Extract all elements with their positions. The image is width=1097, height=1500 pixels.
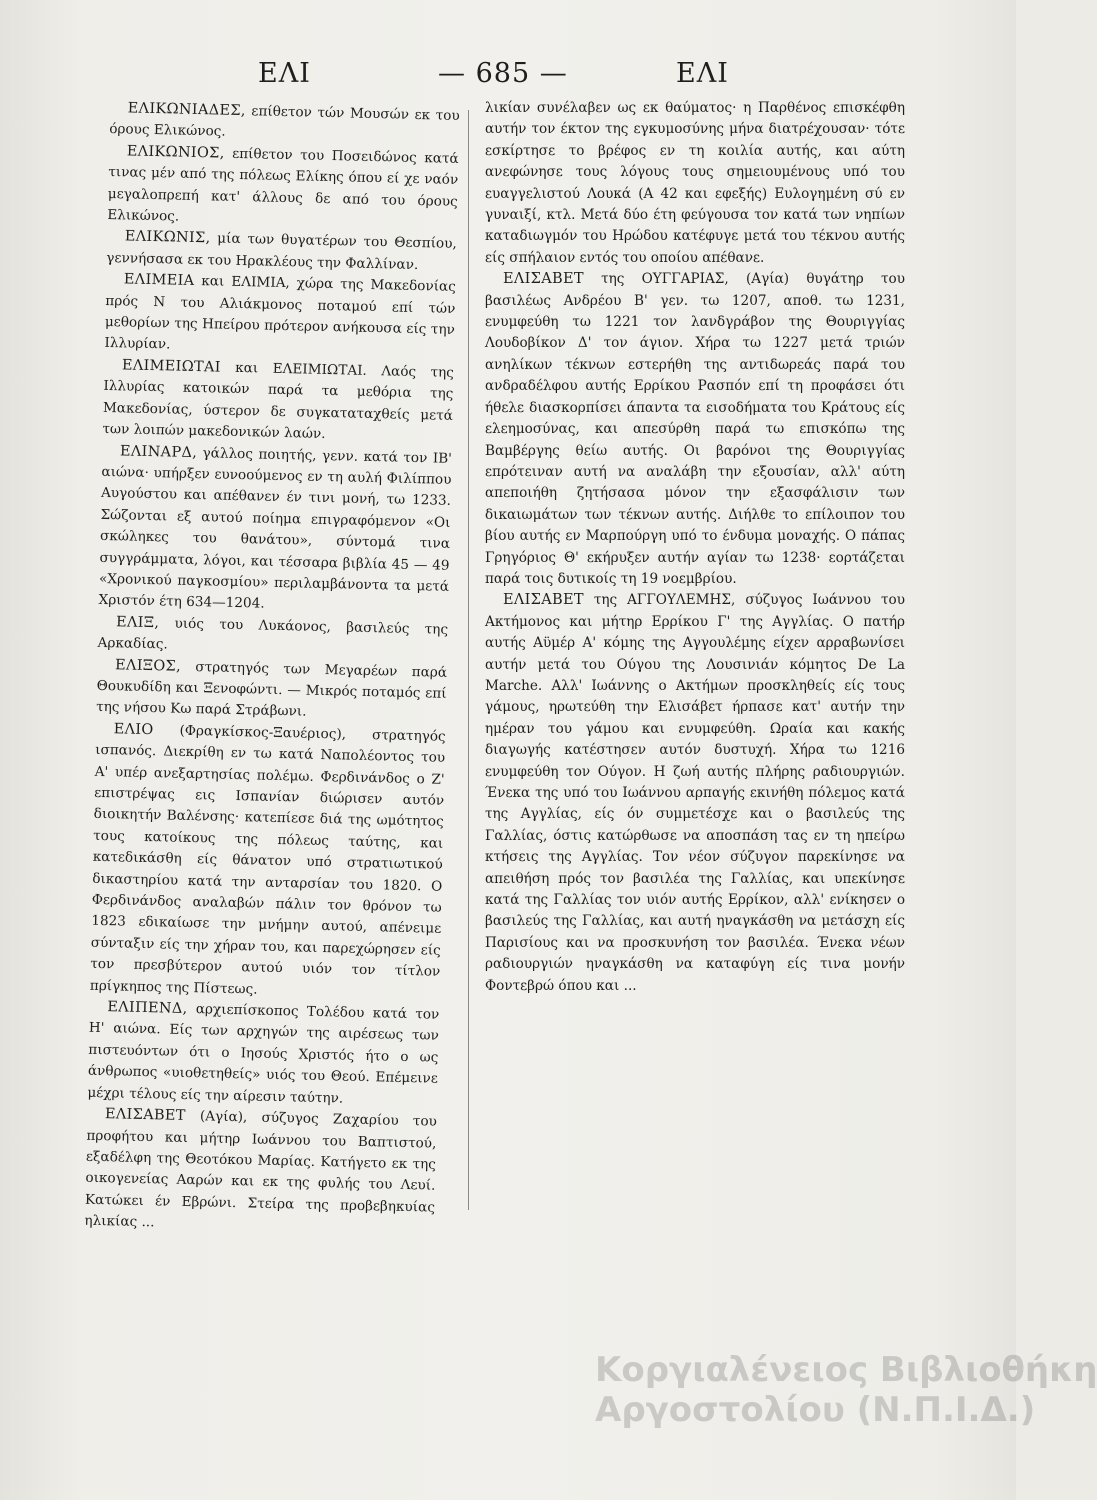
entry-text: (Φραγκίσκος-Ξαυέριος), στρατηγός ισπανός. Διεκρίθη εν τω κατά Ναπολέοντος του Α' υπέρ ανεξαρτησίας πολέμω. Φερδινάνδος ο Ζ' επιστρέψας εις Ισπανίαν διώρισεν αυτόν διοικητήν Βαλένσης· κατεπίεσε διά της ωμότητος τους κατοίκους της πόλεως ταύτης, και κατεδικάσθη είς θάνατον υπό στρατιωτικού δικαστηρίου κατά την ανταρσίαν του 1820. Ο Φερδινάνδος αναλαβών πάλιν τον θρόνον τω 1823 εδικαίωσε την μνήμην αυτού, απένειμε σύνταξιν είς την χήραν του, και παρεχώρησεν είς τον πρεσβύτερον αυτού υιόν τον τίτλον πρίγκηπος της Πίστεως. xyxy=(89,721,446,998)
dictionary-entry xyxy=(97,612,448,663)
entry-text: αρχιεπίσκοπος Τολέδου κατά τον Η' αιώνα. Είς των αρχηγών της αιρέσεως των πιστευόντων ότι ο Ιησούς Χριστός ήτο ο ως άνθρωπος «υιοθετηθείς» υιός του Θεού. Επέμεινε μέχρι τέλους είς την αίρεσιν ταύτην. xyxy=(87,1001,440,1107)
watermark-line-1: Κοργιαλένειος Βιβλιοθήκη xyxy=(595,1350,1097,1390)
dictionary-entry xyxy=(485,269,905,590)
right-column xyxy=(485,98,905,997)
dictionary-entry xyxy=(98,440,452,619)
left-column xyxy=(84,98,460,1240)
dictionary-entry xyxy=(84,1104,437,1240)
entry-headword: ΕΛΙΣΑΒΕΤ xyxy=(503,271,584,288)
entry-headword: ΕΛΙΜΕΙΑ xyxy=(123,271,195,290)
entry-headword: ΕΛΙΣΑΒΕΤ xyxy=(503,592,584,609)
entry-text: μία των θυγατέρων του Θεσπίου, γεννήσασα εκ του Ηρακλέους την Φαλλίναν. xyxy=(106,230,457,273)
entry-headword: ΕΛΙΜΕΙΩΤΑΙ xyxy=(121,357,221,376)
entry-headword: ΕΛΙΚΩΝΙΟΣ, xyxy=(126,143,225,162)
entry-text: επίθετον τών Μουσών εκ του όρους Ελικώνος. xyxy=(109,103,460,141)
dictionary-entry xyxy=(107,141,459,235)
dictionary-entry xyxy=(96,654,447,726)
entry-headword: ΕΛΙΣΑΒΕΤ xyxy=(104,1106,186,1125)
entry-headword: ΕΛΙΚΩΝΙΣ, xyxy=(124,228,211,247)
dictionary-entry xyxy=(87,997,439,1112)
header-left: ΕΛΙ xyxy=(258,58,311,89)
entry-headword: ΕΛΙΝΑΡΔ, xyxy=(119,442,198,461)
page-header xyxy=(0,58,1016,98)
dictionary-entry xyxy=(104,269,456,363)
entry-text: και ΕΛΙΜΙΑ, χώρα της Μακεδονίας πρός Ν του Αλιάκμονος ποταμού επί τών μεθορίων της Ηπείρου πρότερον ανήκουσα είς την Ιλλυρίαν. xyxy=(104,273,456,353)
entry-headword: ΕΛΙΞΟΣ, xyxy=(114,656,182,675)
entry-text: της ΟΥΓΓΑΡΙΑΣ, (Αγία) θυγάτηρ του βασιλέως Ανδρέου Β' γεν. τω 1207, αποθ. τω 1231, ενυμφεύθη τω 1221 τον λανδγράβον της Θουριγγίας Λουδοβίκον Δ' τον άγιον. Χήρα τω 1227 μετά τριών ανηλίκων τέκνων εστερήθη της αντιδωρεάς παρά του ανδραδέλφου αυτής Ερρίκου Ρασπόν επί τη προφάσει ότι ήθελε διασκορπίσει άπαντα τα εισοδήματα του Κράτους είς ελεημοσύνας, και απεσύρθη παρά τω επισκόπω της Βαμβέργης θείω αυτής. Οι βαρόνοι της Θουριγγίας επρότειναν αυτή να αναλάβη την εξουσίαν, αλλ' αύτη απεποιήθη ζητήσασα μόνον την εξασφάλισιν των δικαιωμάτων των τέκνων αυτής. Διήλθε το επίλοιπον του βίου αυτής εν Μαρπούργη υπό το ένδυμα μοναχής. Ο πάπας Γρηγόριος Θ' εκήρυξεν αυτήν αγίαν τω 1238· εορτάζεται παρά τοις δυτικοίς τη 19 νοεμβρίου. xyxy=(485,271,905,587)
dictionary-entry xyxy=(90,719,446,1005)
entry-text: της ΑΓΓΟΥΛΕΜΗΣ, σύζυγος Ιωάννου του Ακτήμονος και μήτηρ Ερρίκου Γ' της Αγγλίας. Ο πατήρ αυτής Αϋμέρ Α' κόμης της Αγγουλέμης είχεν αρραβωνίσει αυτήν μετά του Ούγου της Λουσινιάν κόμητος De La Marche. Αλλ' Ιωάννης ο Ακτήμων προσκληθείς είς τους γάμους, ηρωτεύθη την Ελισάβετ ήρπασε κατ' αυτήν την ημέραν του γάμου και ενυμφεύθη. Ωραία και κακής διαγωγής κατέστησεν αυτόν δυστυχή. Χήρα τω 1216 ενυμφεύθη τον Ούγον. Η ζωή αυτής πλήρης ραδιουργιών. Ένεκα της υπό του Ιωάννου αρπαγής εκινήθη πόλεμος κατά της Αγγλίας, είς όν συμμετέσχε και ο βασιλεύς της Γαλλίας, όστις κατώρθωσε να αποσπάση τας εν τη ηπείρω κτήσεις της Αγγλίας. Τον νέον σύζυγον παρεκίνησε να απειθήση πρός τον βασιλέα της Γαλλίας, και υπεκίνησε κατά της Γαλλίας τον υιόν αυτής Ερρίκον, αλλ' ενίκησεν ο βασιλεύς της Γαλλίας, και αυτή ηναγκάσθη να μετάσχη είς Παρισίους και να προσκυνήση τον βασιλέα. Ένεκα νέων ραδιουργιών ηναγκάσθη να καταφύγη είς τινα μονήν Φοντεβρώ όπου και ... xyxy=(485,592,905,994)
entry-headword: ΕΛΙΞ, xyxy=(115,614,160,631)
entry-headword: ΕΛΙΠΕΝΔ, xyxy=(107,999,188,1018)
dictionary-entry xyxy=(102,355,454,449)
dictionary-entry xyxy=(485,590,905,997)
watermark-line-2: Αργοστολίου (Ν.Π.Ι.Δ.) xyxy=(595,1390,1036,1430)
dictionary-entry xyxy=(109,98,460,149)
entry-text: υιός του Λυκάονος, βασιλεύς της Αρκαδίας. xyxy=(97,615,449,653)
entry-text: επίθετον του Ποσειδώνος κατά τινας μέν από της πόλεως Ελίκης όπου εί χε ναόν μεγαλοπρεπή κατ' άλλους δε από του όρους Ελικώνος. xyxy=(107,145,459,225)
library-watermark xyxy=(595,1350,1097,1430)
header-right: ΕΛΙ xyxy=(676,58,729,89)
column-divider xyxy=(468,110,469,1210)
entry-text: λικίαν συνέλαβεν ως εκ θαύματος· η Παρθένος επισκέφθη αυτήν τον έκτον της εγκυμοσύνης μήνα διατρέχουσαν· τότε εσκίρτησε το βρέφος εν τη κοιλία αυτής, και αύτη ανεφώνησε τους λόγους τους σημειουμένους υπό του ευαγγελιστού Λουκά (Α 42 και εφεξής) Ευλογημένη σύ εν γυναιξί, κτλ. Μετά δύο έτη φεύγουσα τον κατά των νηπίων καταδιωγμόν του Ηρώδου κατέφυγε μετά του τέκνου αυτής είς σπήλαιον εντός του οποίου απέθανε. xyxy=(485,100,905,266)
page-number: — 685 — xyxy=(438,58,568,89)
entry-headword: ΕΛΙΟ xyxy=(113,721,154,738)
entry-text: στρατηγός των Μεγαρέων παρά Θουκυδίδη και Ξενοφώντι. — Μικρός ποταμός επί της νήσου Κω παρά Στράβωνι. xyxy=(95,658,448,720)
entry-text: (Αγία), σύζυγος Ζαχαρίου του προφήτου και μήτηρ Ιωάννου του Βαπτιστού, εξαδέλφη της Θεοτόκου Μαρίας. Κατήγετο εκ της οικογενείας Ααρών και εκ της φυλής του Λευί. Κατώκει έν Εβρώνι. Στείρα της προβεβηκυίας ηλικίας ... xyxy=(84,1108,438,1231)
entry-text: και ΕΛΕΙΜΙΩΤΑΙ. Λαός της Ιλλυρίας κατοικών παρά τα μεθόρια της Μακεδονίας, ύστερον δε συγκαταταχθείς μετά των λοιπών μακεδονικών λαών. xyxy=(102,359,455,443)
entry-text: γάλλος ποιητής, γενν. κατά τον ΙΒ' αιώνα· υπήρξεν ευνοούμενος εν τη αυλή Φιλίππου Αυγούστου και απέθανεν έν τινι μονή, τω 1233. Σώζονται εξ αυτού ποίημα επιγραφόμενον «Οι σκώληκες του θανάτου», σύντομά τινα συγγράμματα, λόγοι, και τέσσαρα βιβλία 45 — 49 «Χρονικού παγκοσμίου» περιλαμβάνοντα τα μετά Χριστόν έτη 634—1204. xyxy=(98,444,453,612)
entry-headword: ΕΛΙΚΩΝΙΑΔΕΣ, xyxy=(127,100,246,120)
dictionary-entry xyxy=(485,98,905,269)
